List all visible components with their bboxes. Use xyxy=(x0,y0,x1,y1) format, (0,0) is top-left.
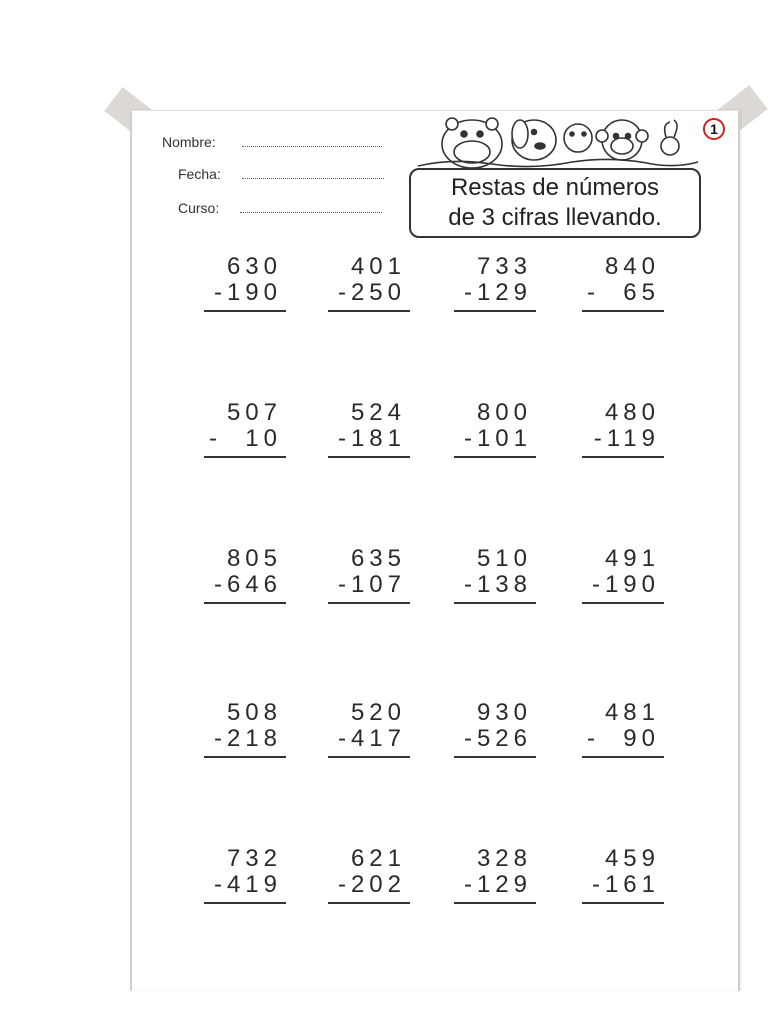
answer-line xyxy=(582,756,664,758)
curso-line xyxy=(240,212,382,213)
answer-line xyxy=(454,602,536,604)
fecha-line xyxy=(242,178,384,179)
subtraction-problem xyxy=(448,546,532,598)
minuend: 401 xyxy=(350,253,406,280)
page-number-badge: 1 xyxy=(703,118,725,140)
minuend: 635 xyxy=(350,545,406,572)
subtrahend: -218 xyxy=(213,725,282,752)
subtrahend: -119 xyxy=(593,425,660,452)
subtrahend: -101 xyxy=(463,425,532,452)
minuend: 510 xyxy=(476,545,532,572)
subtraction-problem xyxy=(322,846,406,898)
title-line-2: de 3 cifras llevando. xyxy=(448,204,662,231)
answer-line xyxy=(204,602,286,604)
answer-line xyxy=(454,456,536,458)
answer-line xyxy=(582,902,664,904)
subtraction-problem xyxy=(576,254,660,306)
nombre-line xyxy=(242,146,382,147)
nombre-field xyxy=(162,134,216,150)
subtrahend: -129 xyxy=(463,871,532,898)
minuend: 733 xyxy=(476,253,532,280)
answer-line xyxy=(204,310,286,312)
subtraction-problem xyxy=(576,846,660,898)
fecha-field xyxy=(178,166,221,182)
title-box xyxy=(409,168,701,238)
curso-label: Curso: xyxy=(178,200,220,216)
answer-line xyxy=(328,902,410,904)
subtraction-problem xyxy=(322,700,406,752)
subtrahend: -138 xyxy=(463,571,532,598)
cartoon-animals-illustration xyxy=(412,112,702,174)
subtrahend: -417 xyxy=(337,725,406,752)
minuend: 481 xyxy=(604,699,660,726)
answer-line xyxy=(328,756,410,758)
subtrahend: - 10 xyxy=(208,425,282,452)
subtraction-problem xyxy=(198,400,282,452)
subtrahend: -190 xyxy=(213,279,282,306)
minuend: 480 xyxy=(604,399,660,426)
answer-line xyxy=(582,602,664,604)
subtrahend: -250 xyxy=(337,279,406,306)
title-line-1: Restas de números xyxy=(450,174,660,201)
subtraction-problem xyxy=(448,400,532,452)
answer-line xyxy=(582,456,664,458)
minuend: 732 xyxy=(226,845,282,872)
minuend: 507 xyxy=(226,399,282,426)
subtraction-problem xyxy=(448,846,532,898)
curso-field xyxy=(178,200,219,216)
subtraction-problem xyxy=(576,546,660,598)
subtraction-problem xyxy=(198,700,282,752)
subtraction-problem xyxy=(198,846,282,898)
subtrahend: - 65 xyxy=(586,279,660,306)
fecha-label: Fecha: xyxy=(178,166,221,182)
subtraction-problem xyxy=(322,254,406,306)
minuend: 800 xyxy=(476,399,532,426)
answer-line xyxy=(204,456,286,458)
subtrahend: -419 xyxy=(213,871,282,898)
subtraction-problem xyxy=(322,546,406,598)
answer-line xyxy=(454,310,536,312)
answer-line xyxy=(582,310,664,312)
minuend: 930 xyxy=(476,699,532,726)
subtrahend: -181 xyxy=(337,425,406,452)
minuend: 630 xyxy=(226,253,282,280)
minuend: 491 xyxy=(604,545,660,572)
subtraction-problem xyxy=(448,700,532,752)
nombre-label: Nombre: xyxy=(162,134,216,150)
minuend: 459 xyxy=(604,845,660,872)
minuend: 621 xyxy=(350,845,406,872)
answer-line xyxy=(204,756,286,758)
minuend: 520 xyxy=(350,699,406,726)
subtraction-problem xyxy=(576,400,660,452)
subtrahend: -526 xyxy=(463,725,532,752)
subtraction-problem xyxy=(576,700,660,752)
answer-line xyxy=(454,902,536,904)
answer-line xyxy=(328,602,410,604)
answer-line xyxy=(328,310,410,312)
minuend: 840 xyxy=(604,253,660,280)
subtrahend: -646 xyxy=(213,571,282,598)
subtrahend: - 90 xyxy=(586,725,660,752)
answer-line xyxy=(328,456,410,458)
subtrahend: -161 xyxy=(591,871,660,898)
minuend: 328 xyxy=(476,845,532,872)
minuend: 805 xyxy=(226,545,282,572)
minuend: 524 xyxy=(350,399,406,426)
answer-line xyxy=(454,756,536,758)
subtraction-problem xyxy=(198,254,282,306)
subtraction-problem xyxy=(322,400,406,452)
subtrahend: -190 xyxy=(591,571,660,598)
answer-line xyxy=(204,902,286,904)
subtraction-problem xyxy=(448,254,532,306)
subtrahend: -107 xyxy=(337,571,406,598)
minuend: 508 xyxy=(226,699,282,726)
subtrahend: -202 xyxy=(337,871,406,898)
subtraction-problem xyxy=(198,546,282,598)
subtrahend: -129 xyxy=(463,279,532,306)
